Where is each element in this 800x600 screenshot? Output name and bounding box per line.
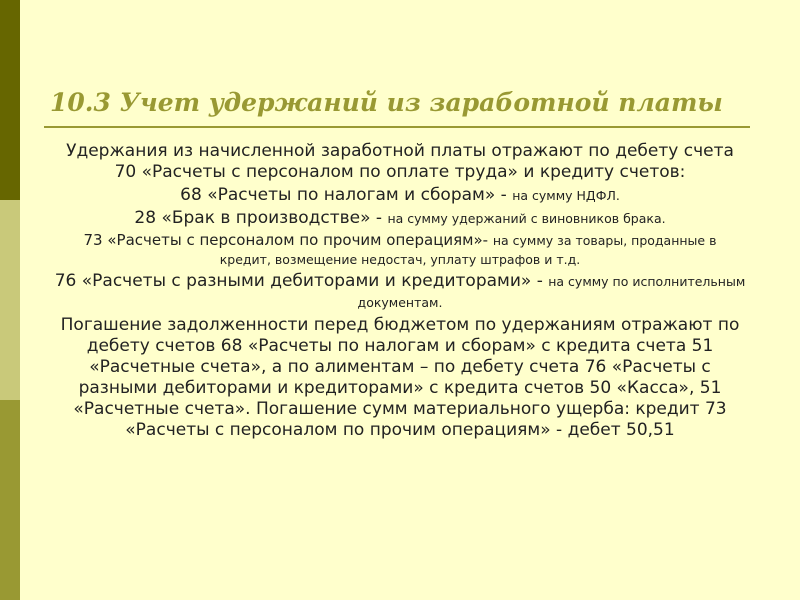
repayment-text: Погашение задолженности перед бюджетом по удержаниям отражают по дебету счетов 68 «Расчеты по налогам и сборам» с кредита счета 51 «Расчетные счета», а по алиментам – по дебету счета 76 «Расчеты с разными дебиторами и кредиторами» с кредита счетов 50 «Касса», 51 «Расчетные счета». Погашение сумм материального ущерба: кредит 73 — [60, 315, 740, 419]
item-68-note: на сумму НДФЛ. — [512, 188, 620, 203]
sidebar-band-dark — [0, 0, 20, 200]
title-underline — [44, 126, 750, 128]
repayment-paragraph — [40, 315, 760, 441]
intro-paragraph: Удержания из начисленной заработной платы отражают по дебету счета 70 «Расчеты с персоналом по оплате труда» и кредиту счетов: — [66, 141, 734, 182]
item-68-main: 68 «Расчеты по налогам и сборам» - — [180, 185, 513, 205]
repayment-text-end: «Расчеты с персоналом по прочим операциям» - дебет 50,51 — [125, 420, 675, 440]
item-68 — [40, 185, 760, 206]
item-73 — [40, 231, 760, 269]
item-73-main: 73 «Расчеты с персоналом по прочим операциям»- — [83, 231, 493, 249]
slide-title: 10.3 Учет удержаний из заработной платы — [50, 88, 723, 117]
item-76-main: 76 «Расчеты с разными дебиторами и кредиторами» - — [54, 271, 549, 291]
slide-body — [40, 141, 760, 441]
item-76 — [40, 271, 760, 313]
item-76-note: на сумму по исполнительным документам. — [357, 274, 746, 310]
item-28 — [40, 208, 760, 229]
item-73-note: на сумму за товары, проданные в кредит, возмещение недостач, уплату штрафов и т.д. — [219, 233, 717, 267]
item-28-main: 28 «Брак в производстве» - — [134, 208, 388, 228]
item-28-note: на сумму удержаний с виновников брака. — [387, 211, 666, 226]
sidebar-band-light — [0, 200, 20, 400]
sidebar-decoration — [0, 0, 20, 600]
sidebar-band-medium — [0, 400, 20, 600]
